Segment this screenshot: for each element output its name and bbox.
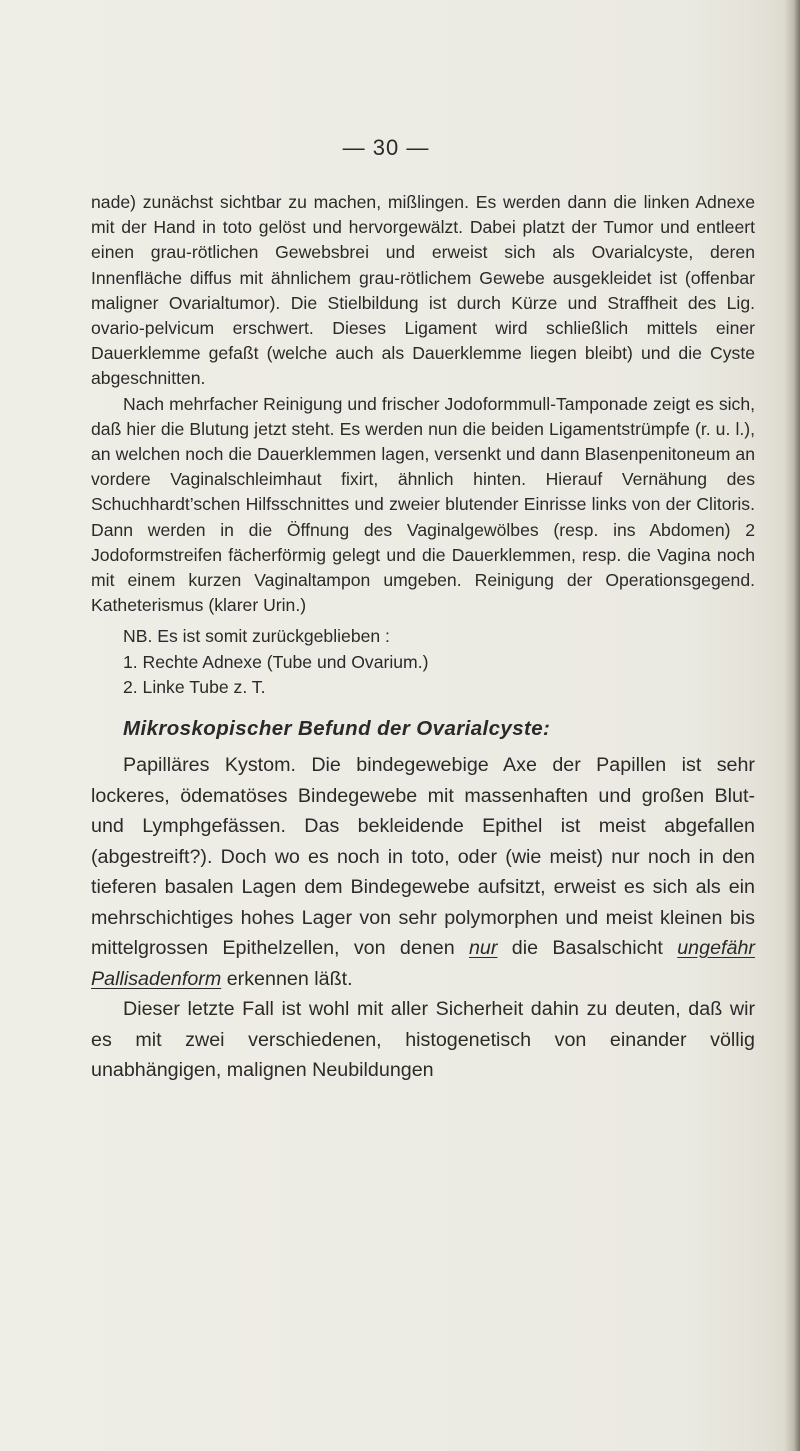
- paragraph-3-part-b: die Basalschicht: [511, 937, 663, 960]
- operation-report: [91, 190, 755, 700]
- paragraph-3: [91, 750, 755, 994]
- paragraph-1: nade) zunächst sichtbar zu machen, mißlingen. Es werden dann die linken Adnexe mit der Hand in toto gelöst und hervorgewälzt. Dabei platzt der Tumor und entleert einen grau-rötlichen Gewebsbrei und erweist sich als Ovarialcyste, deren Innenfläche diffus mit ähnlichem grau-rötlichem Gewebe ausgekleidet ist (offenbar maligner Ovarialtumor). Die Stielbildung ist durch Kürze und Straffheit des Lig. ovario-pelvicum erschwert. Dieses Ligament wird schließlich mittels einer Dauerklemme gefaßt (welche auch als Dauerklemme liegen bleibt) und die Cyste abgeschnitten.: [91, 192, 755, 389]
- microscopic-findings: [91, 750, 755, 1086]
- emphasis-pallisadenform: ungefähr Pallisadenform: [91, 937, 755, 990]
- body-text: [91, 190, 755, 1086]
- paragraph-3-part-a: Papilläres Kystom. Die bindegewebige Axe der Papillen ist sehr lockeres, ödematöses Bindegewebe mit massenhaften und großen Blut- und Lymphgefässen. Das bekleidende Epithel ist meist abgefallen (abgestreift?). Doch wo es noch in toto, oder (wie meist) nur noch in den tieferen basalen Lagen dem Bindegewebe aufsitzt, erweist es sich als ein mehrschichtiges hohes Lager von sehr polymorphen und meist kleinen bis mittelgrossen Epithelzellen, von denen: [91, 754, 755, 960]
- paragraph-2: Nach mehrfacher Reinigung und frischer Jodoformmull-Tamponade zeigt es sich, daß hier die Blutung jetzt steht. Es werden nun die beiden Ligamentstrümpfe (r. u. l.), an welchen noch die Dauerklemmen lagen, versenkt und dann Blasenpenitoneum an vordere Vaginalschleimhaut fixirt, ähnlich hinten. Hierauf Vernähung des Schuchhardt’schen Hilfsschnittes und zweier blutender Einrisse links von der Clitoris. Dann werden in die Öffnung des Vaginalgewölbes (resp. ins Abdomen) 2 Jodoformstreifen fächerförmig gelegt und die Dauerklemmen, resp. die Vagina noch mit einem kurzen Vaginaltampon umgeben. Reinigung der Operationsgegend. Katheterismus (klarer Urin.): [91, 393, 755, 616]
- paragraph-3-part-c: erkennen läßt.: [226, 967, 353, 990]
- paragraph-4: Dieser letzte Fall ist wohl mit aller Sicherheit dahin zu deuten, daß wir es mit zwei verschiedenen, histogenetisch von einander völlig unabhängigen, malignen Neubildungen: [91, 998, 755, 1082]
- page-number: — 30 —: [342, 135, 430, 160]
- list-item-2: 2. Linke Tube z. T.: [123, 676, 266, 697]
- page-edge-shadow: [784, 0, 800, 1451]
- section-heading: Mikroskopischer Befund der Ovarialcyste:: [123, 717, 551, 741]
- list-item-1: 1. Rechte Adnexe (Tube und Ovarium.): [123, 651, 429, 672]
- emphasis-nur: nur: [468, 937, 498, 960]
- nb-note: NB. Es ist somit zurückgeblieben :: [123, 626, 390, 647]
